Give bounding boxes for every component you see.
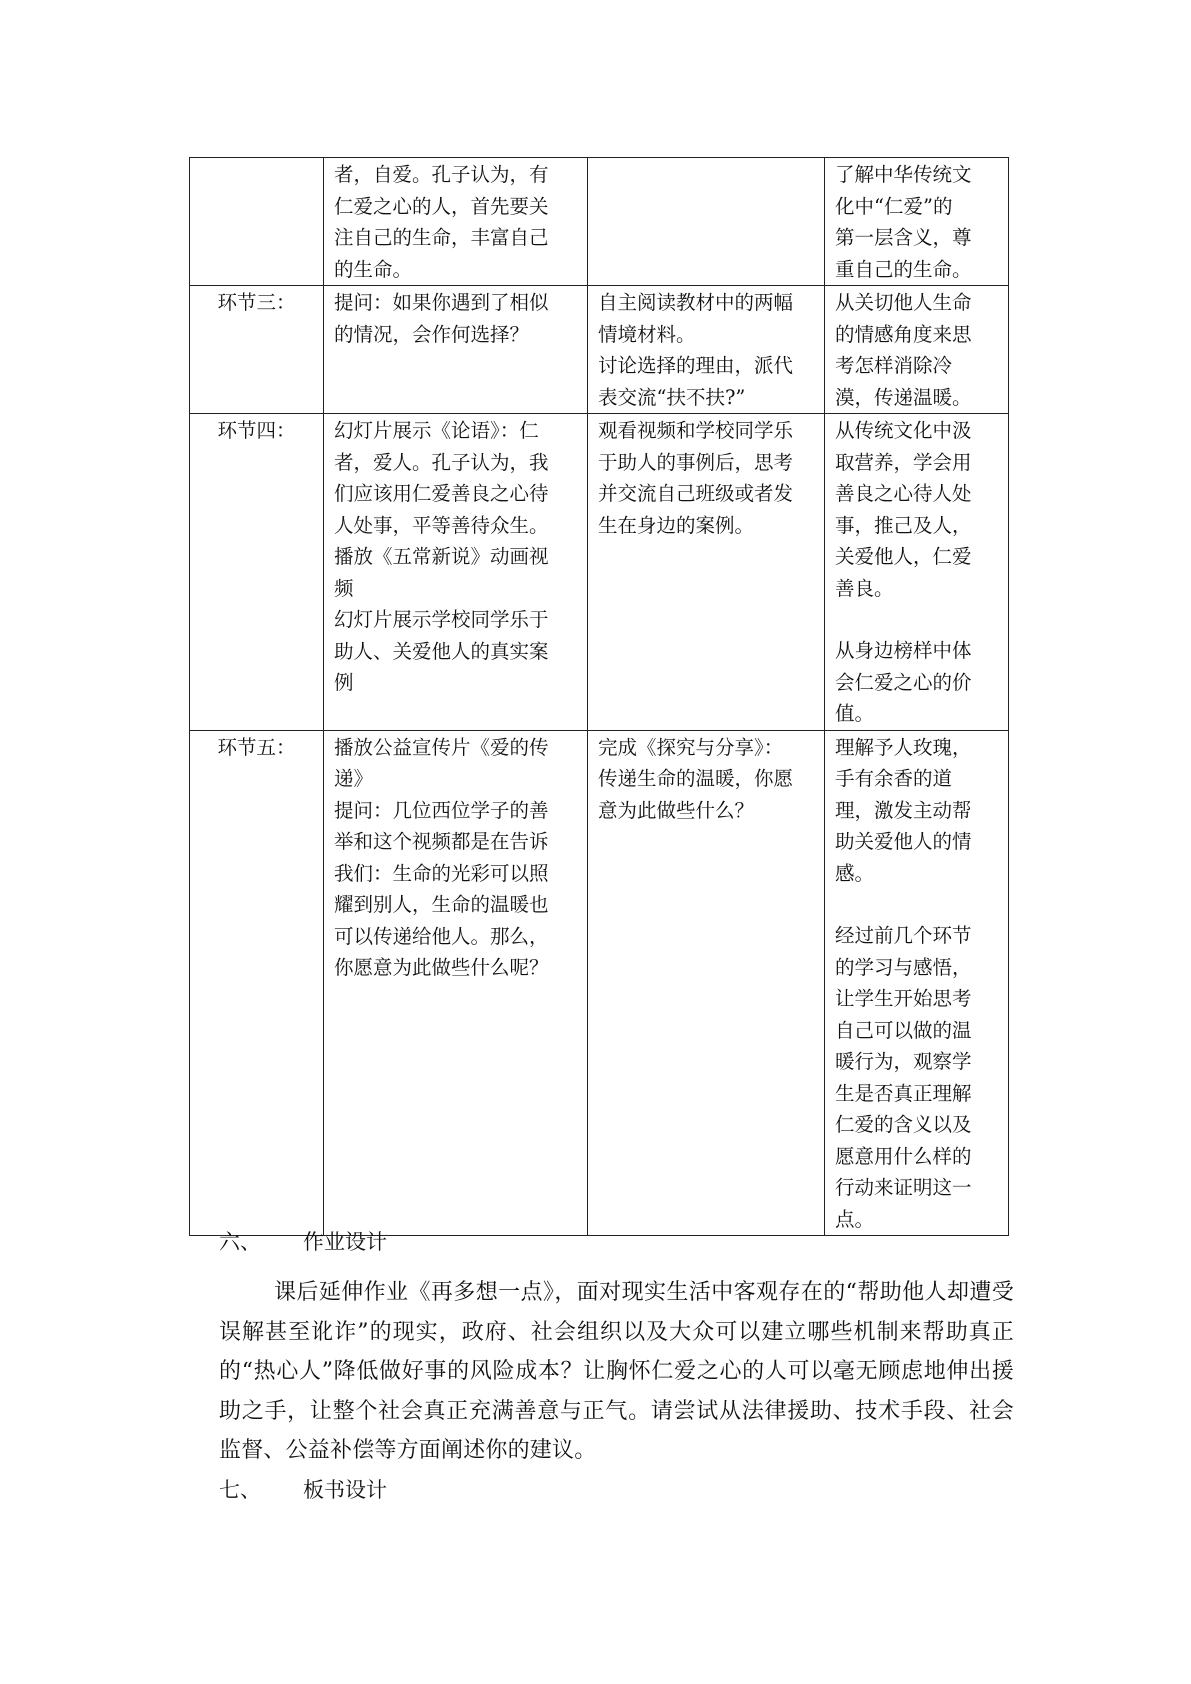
student-activity-cell — [588, 158, 825, 286]
section-heading-blackboard — [219, 1474, 387, 1506]
design-intent-cell — [825, 414, 1009, 731]
cell-paragraph: 经过前几个环节 的学习与感悟， 让学生开始思考 自己可以做的温 暖行为，观察学 生是否真正理解 仁爱的含义以及 愿意用什么样的 行动来证明这一 点。 — [835, 924, 972, 1231]
cell-paragraph: 自主阅读教材中的两幅 情境材料。 — [598, 291, 794, 346]
stage-cell: 环节四： — [190, 414, 324, 731]
table-row — [190, 286, 1009, 414]
cell-paragraph: 幻灯片展示学校同学乐于 助人、关爱他人的真实案 例 — [334, 608, 549, 694]
section-heading-homework — [219, 1226, 387, 1258]
homework-paragraph: 课后延伸作业《再多想一点》，面对现实生活中客观存在的“帮助他人却遭受误解甚至讹诈”的现实，政府、社会组织以及大众可以建立哪些机制来帮助真正的“热心人”降低做好事的风险成本？让胸怀仁爱之心的人可以毫无顾虑地伸出援助之手，让整个社会真正充满善意与正气。请尝试从法律援助、技术手段、社会监督、公益补偿等方面阐述你的建议。 — [219, 1280, 1014, 1463]
cell-paragraph: 提问：几位西位学子的善 举和这个视频都是在告诉 我们：生命的光彩可以照 耀到别人，生命的温暖也 可以传递给他人。那么， 你愿意为此做些什么呢？ — [334, 798, 549, 979]
cell-paragraph: 理解予人玫瑰， 手有余香的道 理，激发主动帮 助关爱他人的情 感。 — [835, 735, 972, 885]
cell-paragraph: 播放公益宣传片《爱的传 递》 — [334, 735, 549, 790]
cell-paragraph: 完成《探究与分享》： 传递生命的温暖，你愿 意为此做些什么？ — [598, 735, 794, 822]
design-intent-cell — [825, 730, 1009, 1236]
stage-cell: 环节三： — [190, 286, 324, 414]
cell-paragraph: 观看视频和学校同学乐 于助人的事例后，思考 并交流自己班级或者发 生在身边的案例。 — [598, 419, 794, 537]
teacher-activity-cell — [324, 158, 588, 286]
design-intent-cell — [825, 286, 1009, 414]
section-number: 六、 — [219, 1230, 261, 1254]
section-number: 七、 — [219, 1478, 261, 1502]
table-row — [190, 730, 1009, 1236]
student-activity-cell — [588, 414, 825, 731]
section-title: 板书设计 — [303, 1478, 387, 1502]
table-row — [190, 158, 1009, 286]
stage-cell — [190, 158, 324, 286]
teacher-activity-cell — [324, 286, 588, 414]
teacher-activity-cell — [324, 414, 588, 731]
section-title: 作业设计 — [303, 1230, 387, 1254]
cell-paragraph: 从关切他人生命 的情感角度来思 考怎样消除冷 漠，传递温暖。 — [835, 291, 972, 409]
cell-paragraph: 播放《五常新说》动画视 频 — [334, 545, 549, 600]
cell-paragraph: 了解中华传统文 化中“仁爱”的 第一层含义，尊 重自己的生命。 — [835, 163, 972, 281]
design-intent-cell — [825, 158, 1009, 286]
cell-paragraph: 者，自爱。孔子认为，有 仁爱之心的人，首先要关 注自己的生命，丰富自己 的生命。 — [334, 163, 549, 281]
stage-cell: 环节五： — [190, 730, 324, 1236]
student-activity-cell — [588, 730, 825, 1236]
cell-paragraph: 幻灯片展示《论语》：仁 者，爱人。孔子认为，我 们应该用仁爱善良之心待 人处事，平等善待众生。 — [334, 419, 549, 537]
teacher-activity-cell — [324, 730, 588, 1236]
cell-paragraph: 从身边榜样中体 会仁爱之心的价 值。 — [835, 639, 972, 725]
table-row — [190, 414, 1009, 731]
lesson-process-table — [189, 157, 1009, 1236]
cell-paragraph: 讨论选择的理由，派代 表交流“扶不扶?” — [598, 354, 794, 409]
cell-paragraph: 从传统文化中汲 取营养，学会用 善良之心待人处 事，推己及人， 关爱他人，仁爱 善良。 — [835, 419, 972, 600]
student-activity-cell — [588, 286, 825, 414]
cell-paragraph: 提问：如果你遇到了相似 的情况，会作何选择？ — [334, 291, 549, 346]
